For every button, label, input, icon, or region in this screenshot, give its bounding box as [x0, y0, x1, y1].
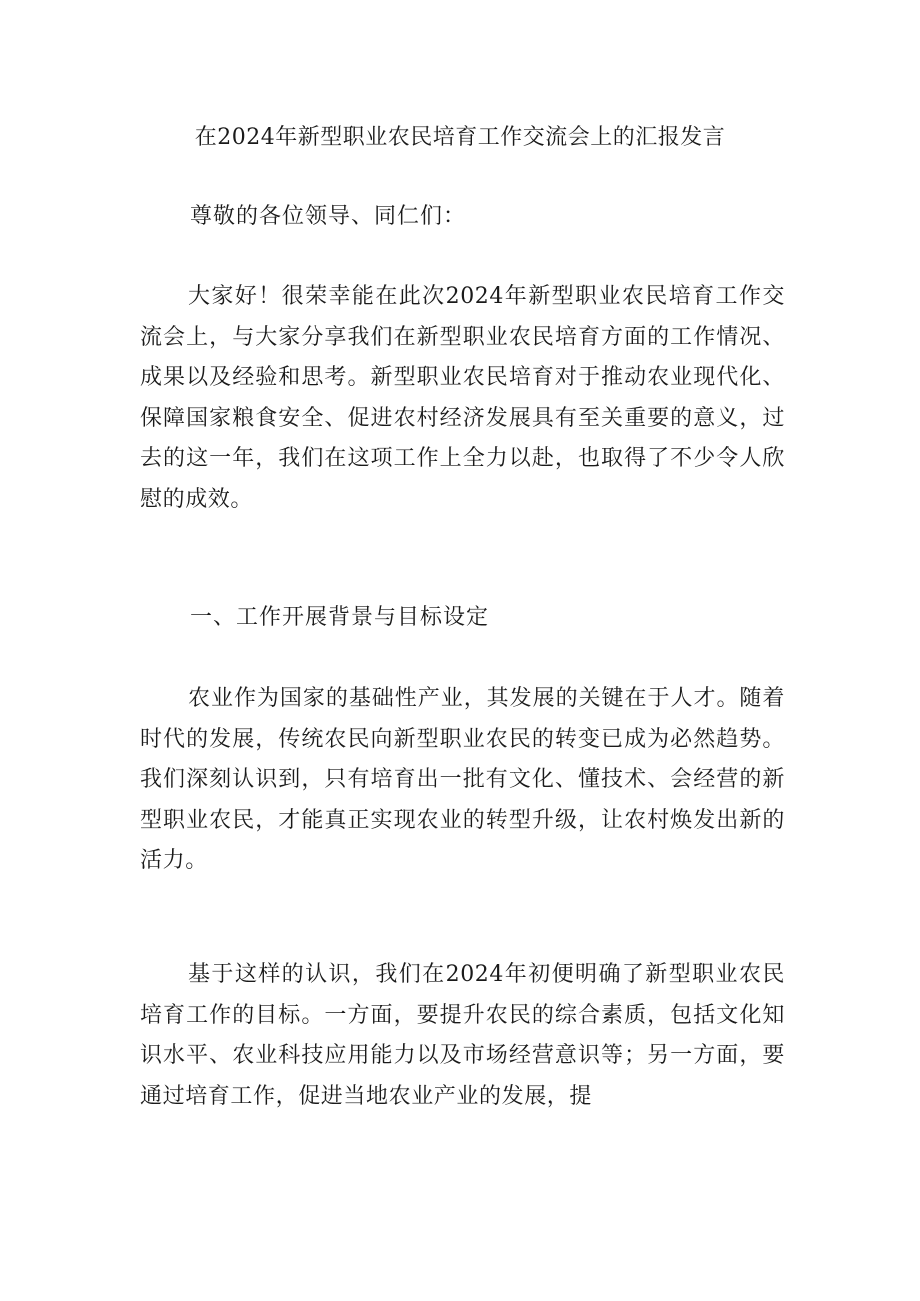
paragraph-background: 农业作为国家的基础性产业，其发展的关键在于人才。随着时代的发展，传统农民向新型职业农民的转变已成为必然趋势。我们深刻认识到，只有培育出一批有文化、懂技术、会经营的新型职业农民，才能真正实现农业的转型升级，让农村焕发出新的活力。	[140, 686, 785, 873]
paragraph-goals: 基于这样的认识，我们在2024年初便明确了新型职业农民培育工作的目标。一方面，要提升农民的综合素质，包括文化知识水平、农业科技应用能力以及市场经营意识等；另一方面，要通过培育工作，促进当地农业产业的发展，提	[140, 962, 785, 1109]
document-title: 在2024年新型职业农民培育工作交流会上的汇报发言	[194, 125, 726, 150]
paragraph-opening: 大家好！很荣幸能在此次2024年新型职业农民培育工作交流会上，与大家分享我们在新型职业农民培育方面的工作情况、成果以及经验和思考。新型职业农民培育对于推动农业现代化、保障国家粮食安全、促进农村经济发展具有至关重要的意义，过去的这一年，我们在这项工作上全力以赴，也取得了不少令人欣慰的成效。	[140, 284, 785, 512]
section-heading-background-goals: 一、工作开展背景与目标设定	[190, 605, 490, 630]
salutation: 尊敬的各位领导、同仁们：	[190, 204, 467, 229]
